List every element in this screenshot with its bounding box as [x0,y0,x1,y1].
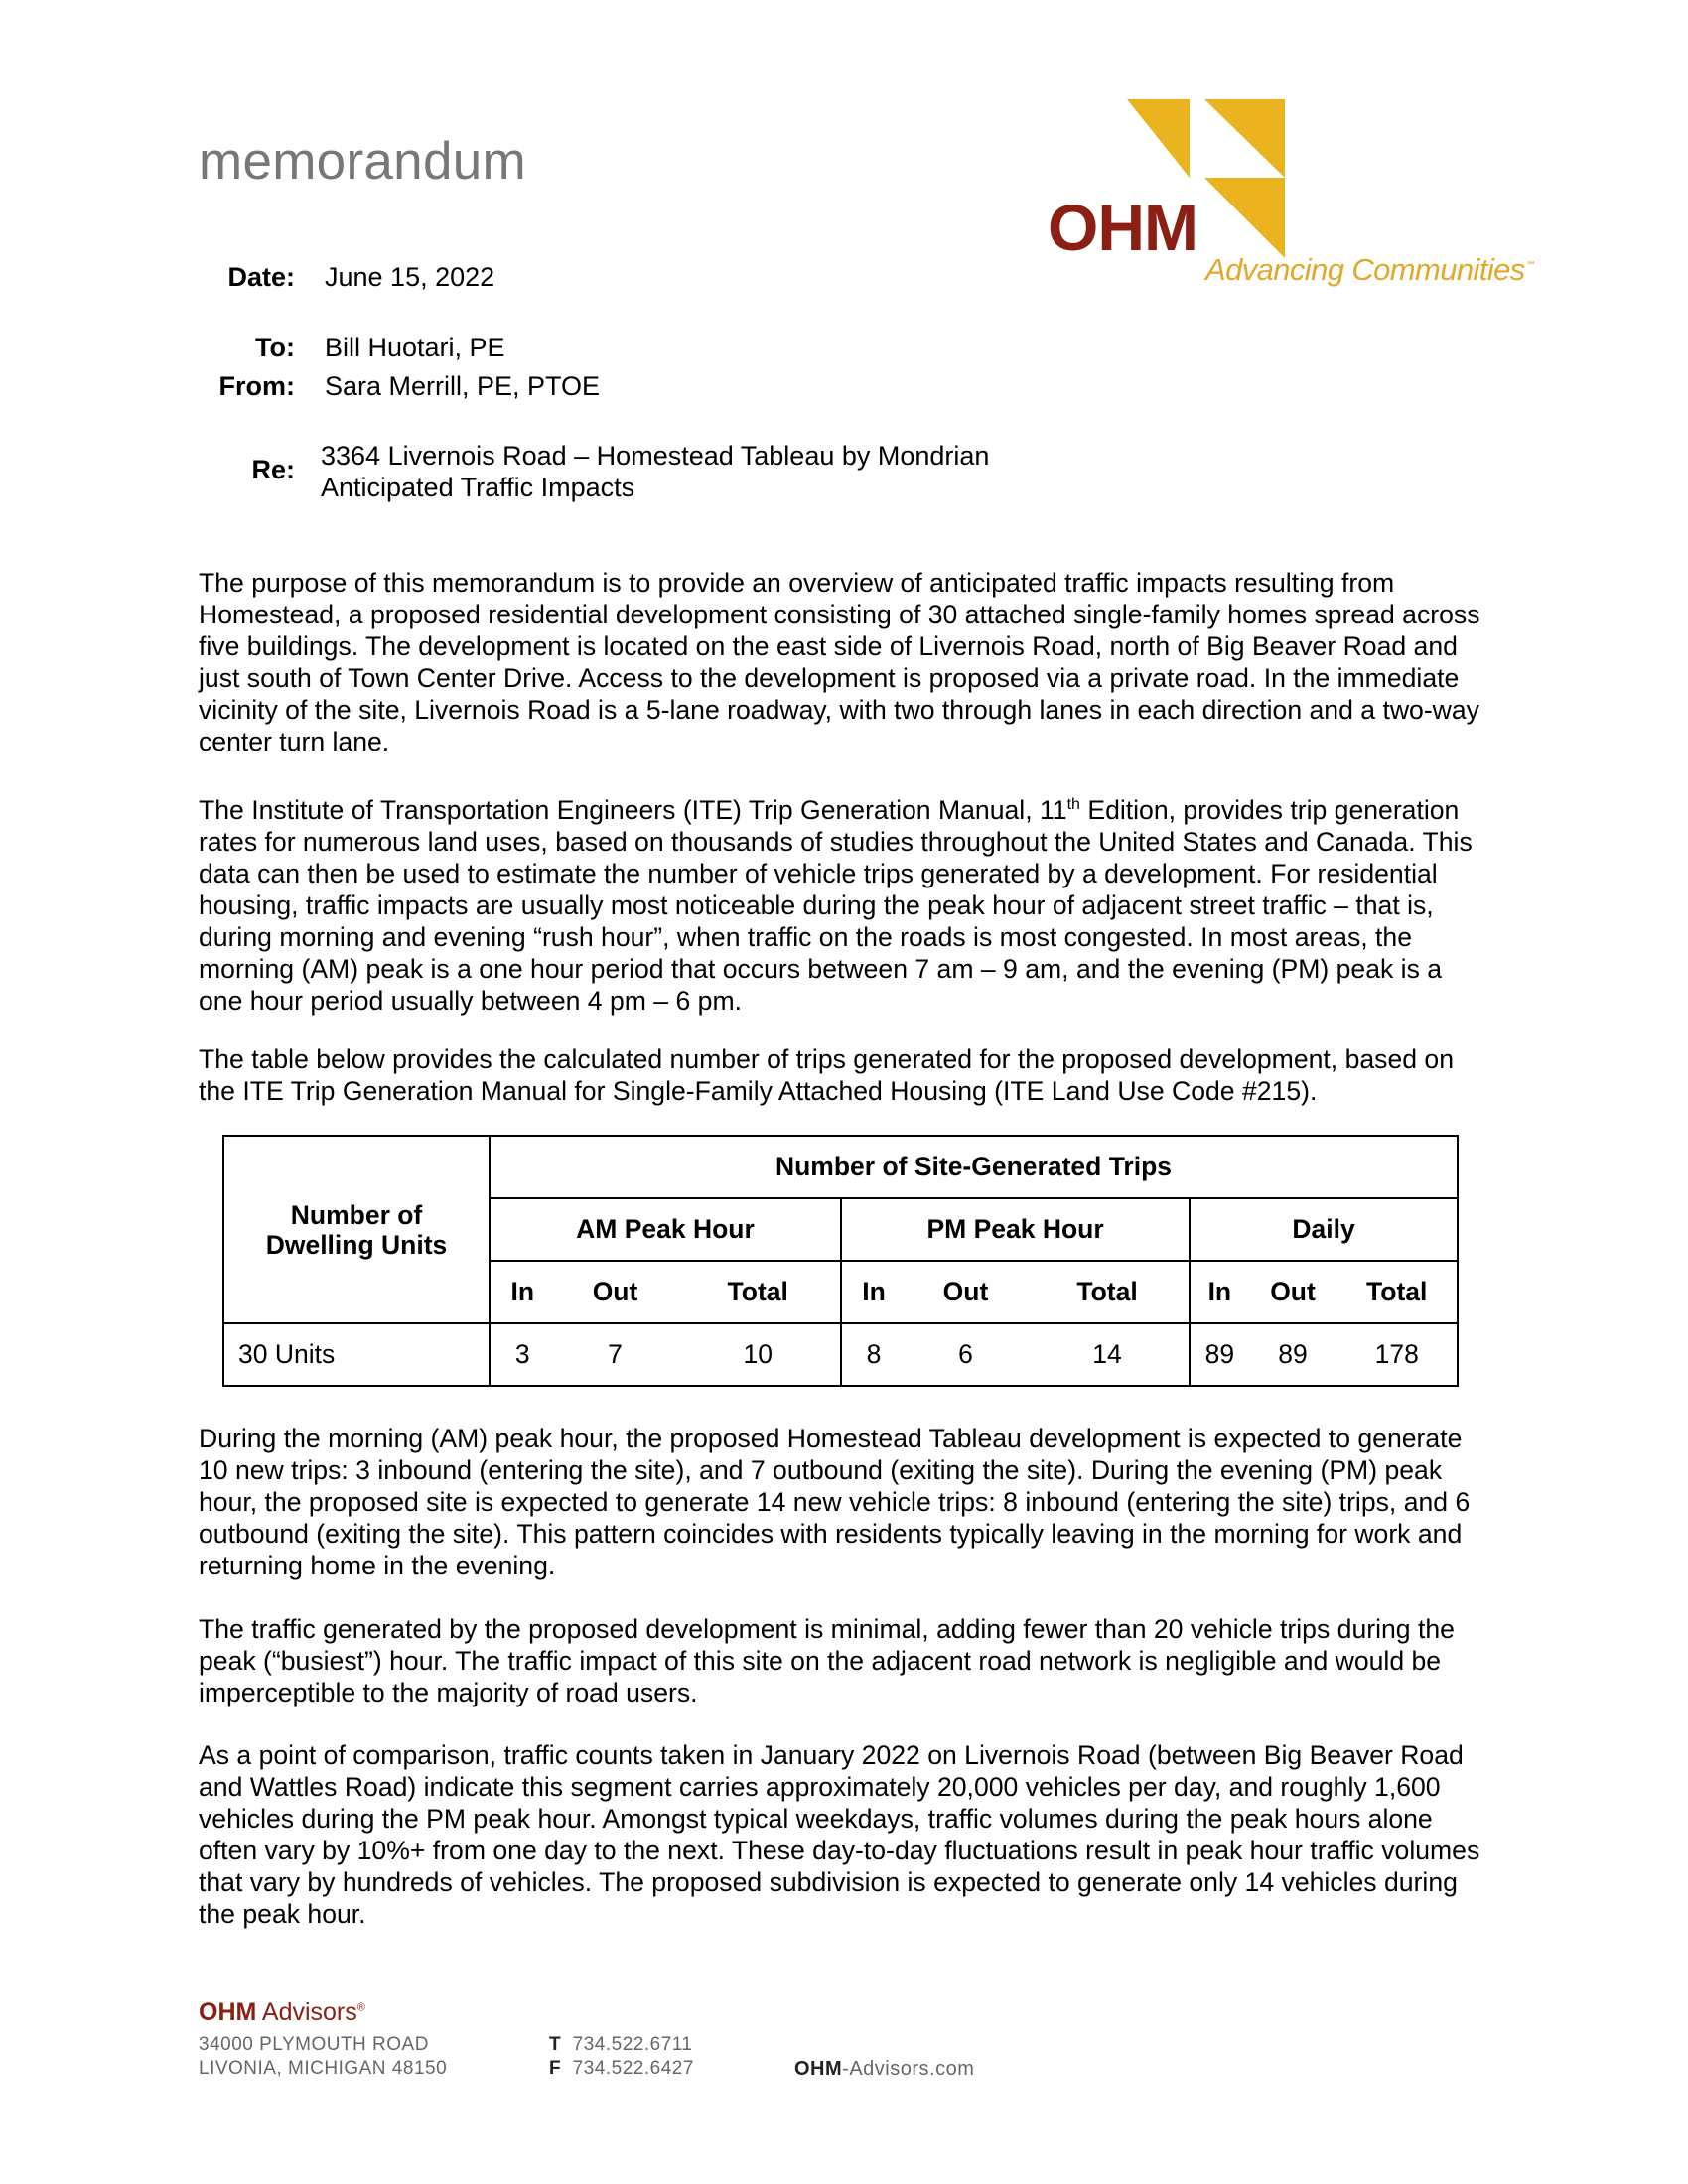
group-header: Number of Site-Generated Trips [490,1136,1458,1198]
value-am-total: 10 [675,1323,841,1386]
period-header-am: AM Peak Hour [490,1198,841,1261]
date-value: June 15, 2022 [325,262,495,292]
footer-website-rest: -Advisors.com [842,2058,975,2080]
paragraph-purpose [199,567,1489,757]
footer-company-rest: Advisors [256,1998,357,2026]
paragraph-comparison-text: As a point of comparison, traffic counts taken in January 2022 on Livernois Road (between Big Beaver Road and Wattles Road) indicate this segment carries approximately 20,000 vehicles per day, and roughly 1,600 vehicles during the PM peak hour. Amongst typical weekdays, traffic volumes during the peak hours alone often vary by 10%+ from one day to the next. These day-to-day fluctuations result in peak hour traffic volumes that vary by hundreds of vehicles. The proposed subdivision is expected to generate only 14 vehicles during the peak hour. [199,1740,1480,1929]
paragraph-table-intro [199,1043,1489,1107]
paragraph-table-intro-text: The table below provides the calculated number of trips generated for the proposed development, based on the ITE Trip Generation Manual for Single-Family Attached Housing (ITE Land Use Code #215). [199,1044,1455,1106]
subheader-daily-in: In [1190,1261,1248,1323]
footer-phone-label: T [549,2034,562,2055]
re-value [321,440,989,503]
footer-company-bold: OHM [199,1998,257,2026]
paragraph-purpose-text: The purpose of this memorandum is to provide an overview of anticipated traffic impacts resulting from Homestead, a proposed residential development consisting of 30 attached single-family homes spread across five buildings. The development is located on the east side of Livernois Road, north of Big Beaver Road and just south of Town Center Drive. Access to the development is proposed via a private road. In the immediate vicinity of the site, Livernois Road is a 5-lane roadway, with two through lanes in each direction and a two-way center turn lane. [199,568,1480,756]
footer-address [199,2033,447,2081]
period-header-daily: Daily [1190,1198,1458,1261]
re-line-2: Anticipated Traffic Impacts [321,473,635,502]
subheader-daily-out: Out [1249,1261,1337,1323]
row-label: 30 Units [223,1323,490,1386]
footer-phone-fax [549,2033,694,2081]
paragraph-impact [199,1613,1489,1708]
subheader-am-in: In [490,1261,555,1323]
footer-fax-label: F [549,2058,562,2079]
value-daily-total: 178 [1336,1323,1458,1386]
ohm-logo [1048,95,1535,304]
subheader-pm-in: In [841,1261,906,1323]
re-label: Re: [251,455,295,484]
ordinal-suffix: th [1066,796,1080,813]
footer-phone: 734.522.6711 [572,2034,693,2055]
subheader-am-total: Total [675,1261,841,1323]
to-label: To: [255,333,295,362]
value-daily-out: 89 [1249,1323,1337,1386]
logo-tagline [1205,252,1534,288]
value-pm-out: 6 [906,1323,1026,1386]
from-value: Sara Merrill, PE, PTOE [325,371,601,401]
value-am-out: 7 [555,1323,676,1386]
paragraph-ite-text-a: The Institute of Transportation Engineers (ITE) Trip Generation Manual, 11 [199,794,1067,825]
memo-title: memorandum [199,132,526,191]
footer-website-bold: OHM [794,2058,843,2080]
logo-wordmark: OHM [1048,191,1197,264]
re-line-1: 3364 Livernois Road – Homestead Tableau by Mondrian [321,441,990,471]
period-header-pm: PM Peak Hour [841,1198,1190,1261]
paragraph-peak-hours-text: During the morning (AM) peak hour, the proposed Homestead Tableau development is expected to generate 10 new trips: 3 inbound (entering the site), and 7 outbound (exiting the site). During the evening (PM) peak hour, the proposed site is expected to generate 14 new vehicle trips: 8 inbound (entering the site) trips, and 6 outbound (exiting the site). This pattern coincides with residents typically leaving in the morning for work and returning home in the evening. [199,1424,1471,1580]
paragraph-peak-hours [199,1423,1489,1581]
value-pm-in: 8 [841,1323,906,1386]
from-label: From: [218,371,295,401]
logo-tagline-text: Advancing Communities [1205,252,1525,287]
row-header: Number of Dwelling Units [265,1199,448,1260]
subheader-daily-total: Total [1336,1261,1458,1323]
paragraph-ite-text-b: Edition, provides trip generation rates for numerous land uses, based on thousands of studies throughout the United States and Canada. This data can then be used to estimate the number of vehicle trips generated by a development. For residential housing, traffic impacts are usually most noticeable during the peak hour of adjacent street traffic – that is, during morning and evening “rush hour”, when traffic on the roads is most congested. In most areas, the morning (AM) peak is a one hour period that occurs between 7 am – 9 am, and the evening (PM) peak is a one hour period usually between 4 pm – 6 pm. [199,794,1473,1016]
paragraph-comparison [199,1739,1489,1930]
footer-company [199,1998,365,2027]
date-label: Date: [227,262,295,292]
footer-registered-mark: ® [356,2001,365,2014]
footer-address-line-1: 34000 PLYMOUTH ROAD [199,2034,429,2055]
value-pm-total: 14 [1026,1323,1190,1386]
paragraph-impact-text: The traffic generated by the proposed development is minimal, adding fewer than 20 vehicle trips during the peak (“busiest”) hour. The traffic impact of this site on the adjacent road network is negligible and would be imperceptible to the majority of road users. [199,1614,1455,1707]
subheader-am-out: Out [555,1261,676,1323]
to-value: Bill Huotari, PE [325,333,505,362]
value-daily-in: 89 [1190,1323,1248,1386]
subheader-pm-total: Total [1026,1261,1190,1323]
table-row [223,1323,1458,1386]
footer-fax: 734.522.6427 [572,2058,694,2079]
value-am-in: 3 [490,1323,555,1386]
row-header-cell [223,1136,490,1323]
subheader-pm-out: Out [906,1261,1026,1323]
service-mark: ℠ [1524,260,1535,272]
footer-address-line-2: LIVONIA, MICHIGAN 48150 [199,2058,448,2079]
trip-generation-table [222,1135,1459,1387]
paragraph-ite [199,789,1489,1017]
footer-website[interactable] [794,2057,974,2081]
